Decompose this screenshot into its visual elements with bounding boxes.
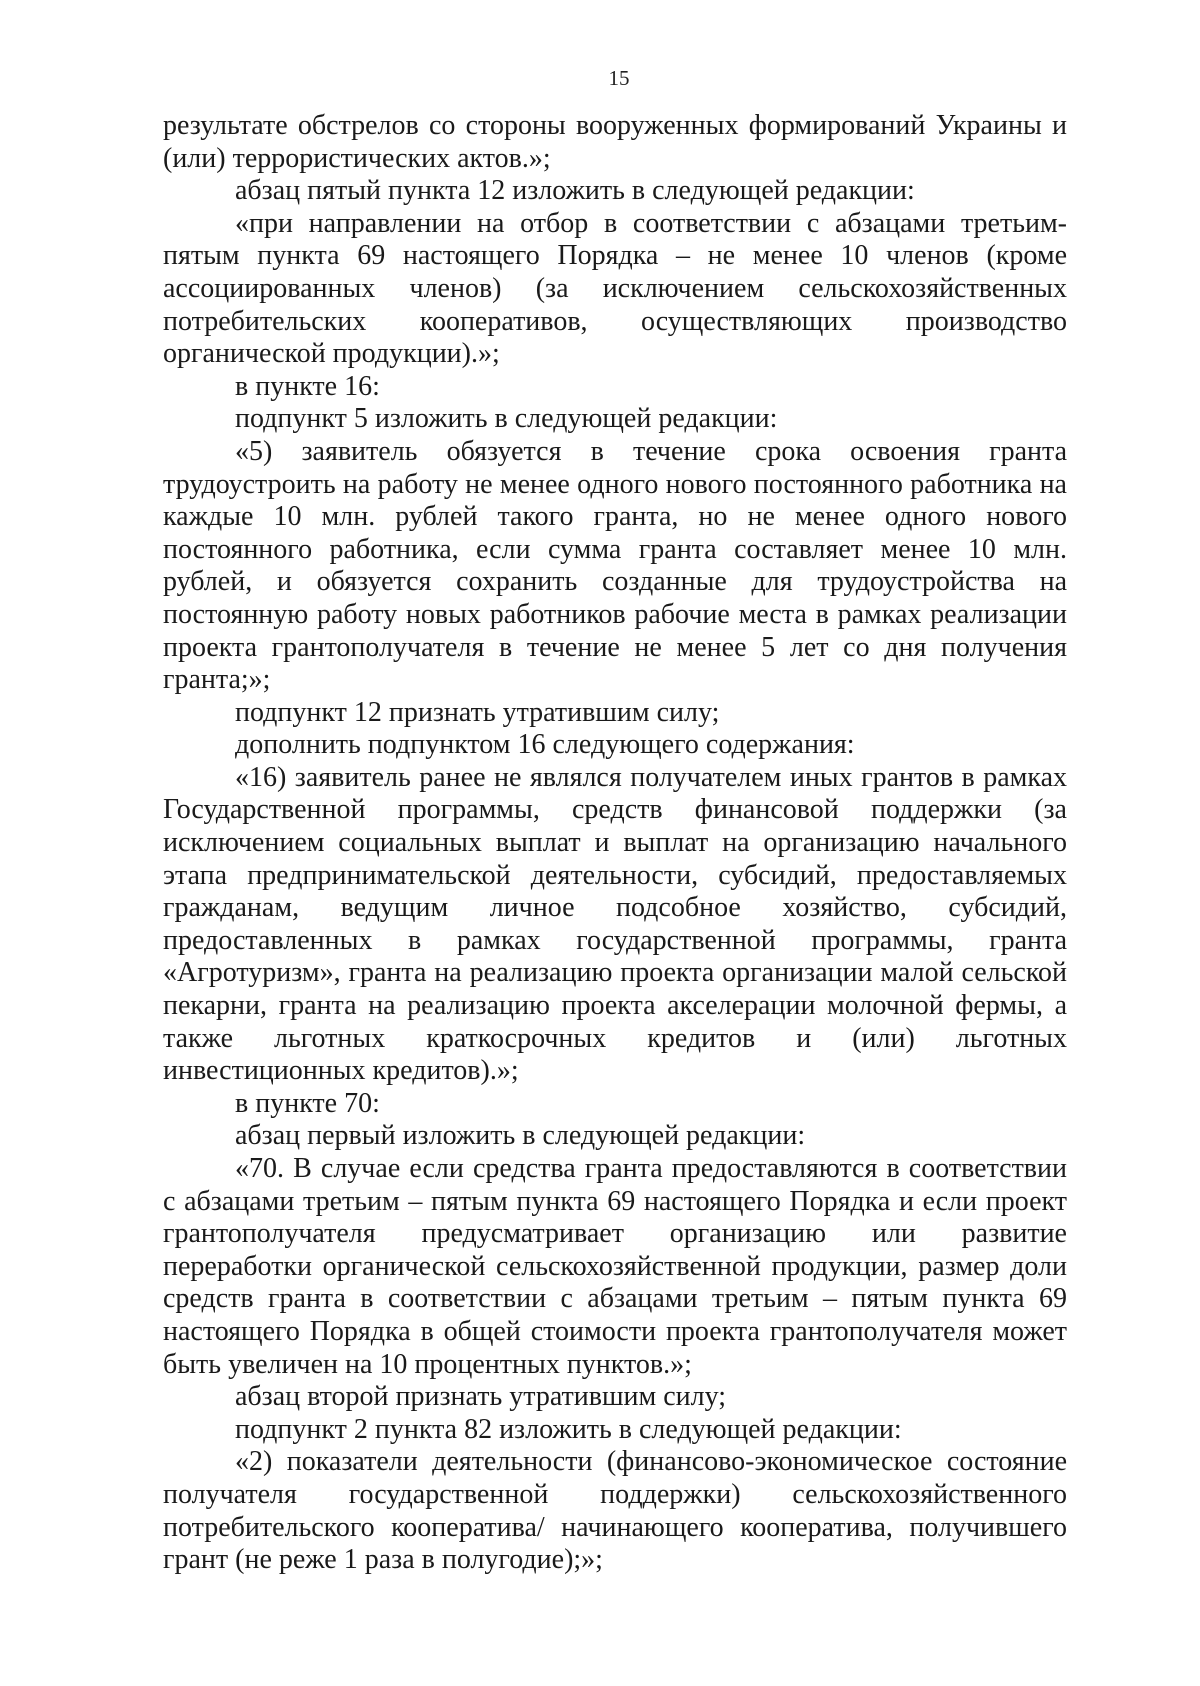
paragraph: абзац пятый пункта 12 изложить в следующей редакции: <box>235 175 915 207</box>
paragraph: в пункте 16: <box>235 370 380 402</box>
paragraph: подпункт 2 пункта 82 изложить в следующей редакции: <box>235 1413 902 1445</box>
paragraph: «2) показатели деятельности (финансово-экономическое состояние получателя государственной поддержки) сельскохозяйственного потребительского кооператива/ начинающего кооператива, получившего грант (не реже 1 раза в полугодие);»; <box>163 1446 1067 1576</box>
paragraph: «16) заявитель ранее не являлся получателем иных грантов в рамках Государственной программы, средств финансовой поддержки (за исключением социальных выплат и выплат на организацию начального этапа предпринимательской деятельности, субсидий, предоставляемых гражданам, ведущим личное подсобное хозяйство, субсидий, предоставленных в рамках государственной программы, гранта «Агротуризм», гранта на реализацию проекта организации малой сельской пекарни, гранта на реализацию проекта акселерации молочной фермы, а также льготных краткосрочных кредитов и (или) льготных инвестиционных кредитов).»; <box>163 761 1067 1087</box>
paragraph: подпункт 12 признать утратившим силу; <box>235 696 720 728</box>
page-number: 15 <box>608 66 630 90</box>
document-body <box>163 110 1067 1577</box>
paragraph: абзац второй признать утратившим силу; <box>235 1381 727 1413</box>
paragraph: дополнить подпунктом 16 следующего содержания: <box>235 729 855 761</box>
paragraph: подпункт 5 изложить в следующей редакции: <box>235 403 778 435</box>
paragraph: «70. В случае если средства гранта предоставляются в соответствии с абзацами третьим – пятым пункта 69 настоящего Порядка и если проект грантополучателя предусматривает организацию или развитие переработки органической сельскохозяйственной продукции, размер доли средств гранта в соответствии с абзацами третьим – пятым пункта 69 настоящего Порядка в общей стоимости проекта грантополучателя может быть увеличен на 10 процентных пунктов.»; <box>163 1153 1067 1380</box>
paragraph: в пункте 70: <box>235 1087 380 1119</box>
paragraph: «при направлении на отбор в соответствии с абзацами третьим-пятым пункта 69 настоящего Порядка – не менее 10 членов (кроме ассоциированных членов) (за исключением сельскохозяйственных потребительских кооперативов, осуществляющих производство органической продукции).»; <box>163 207 1067 370</box>
paragraph: результате обстрелов со стороны вооруженных формирований Украины и (или) террористических актов.»; <box>163 110 1067 174</box>
paragraph: абзац первый изложить в следующей редакции: <box>235 1120 806 1152</box>
paragraph: «5) заявитель обязуется в течение срока освоения гранта трудоустроить на работу не менее одного нового постоянного работника на каждые 10 млн. рублей такого гранта, но не менее одного нового постоянного работника, если сумма гранта составляет менее 10 млн. рублей, и обязуется сохранить созданные для трудоустройства на постоянную работу новых работников рабочие места в рамках реализации проекта грантополучателя в течение не менее 5 лет со дня получения гранта;»; <box>163 435 1067 696</box>
